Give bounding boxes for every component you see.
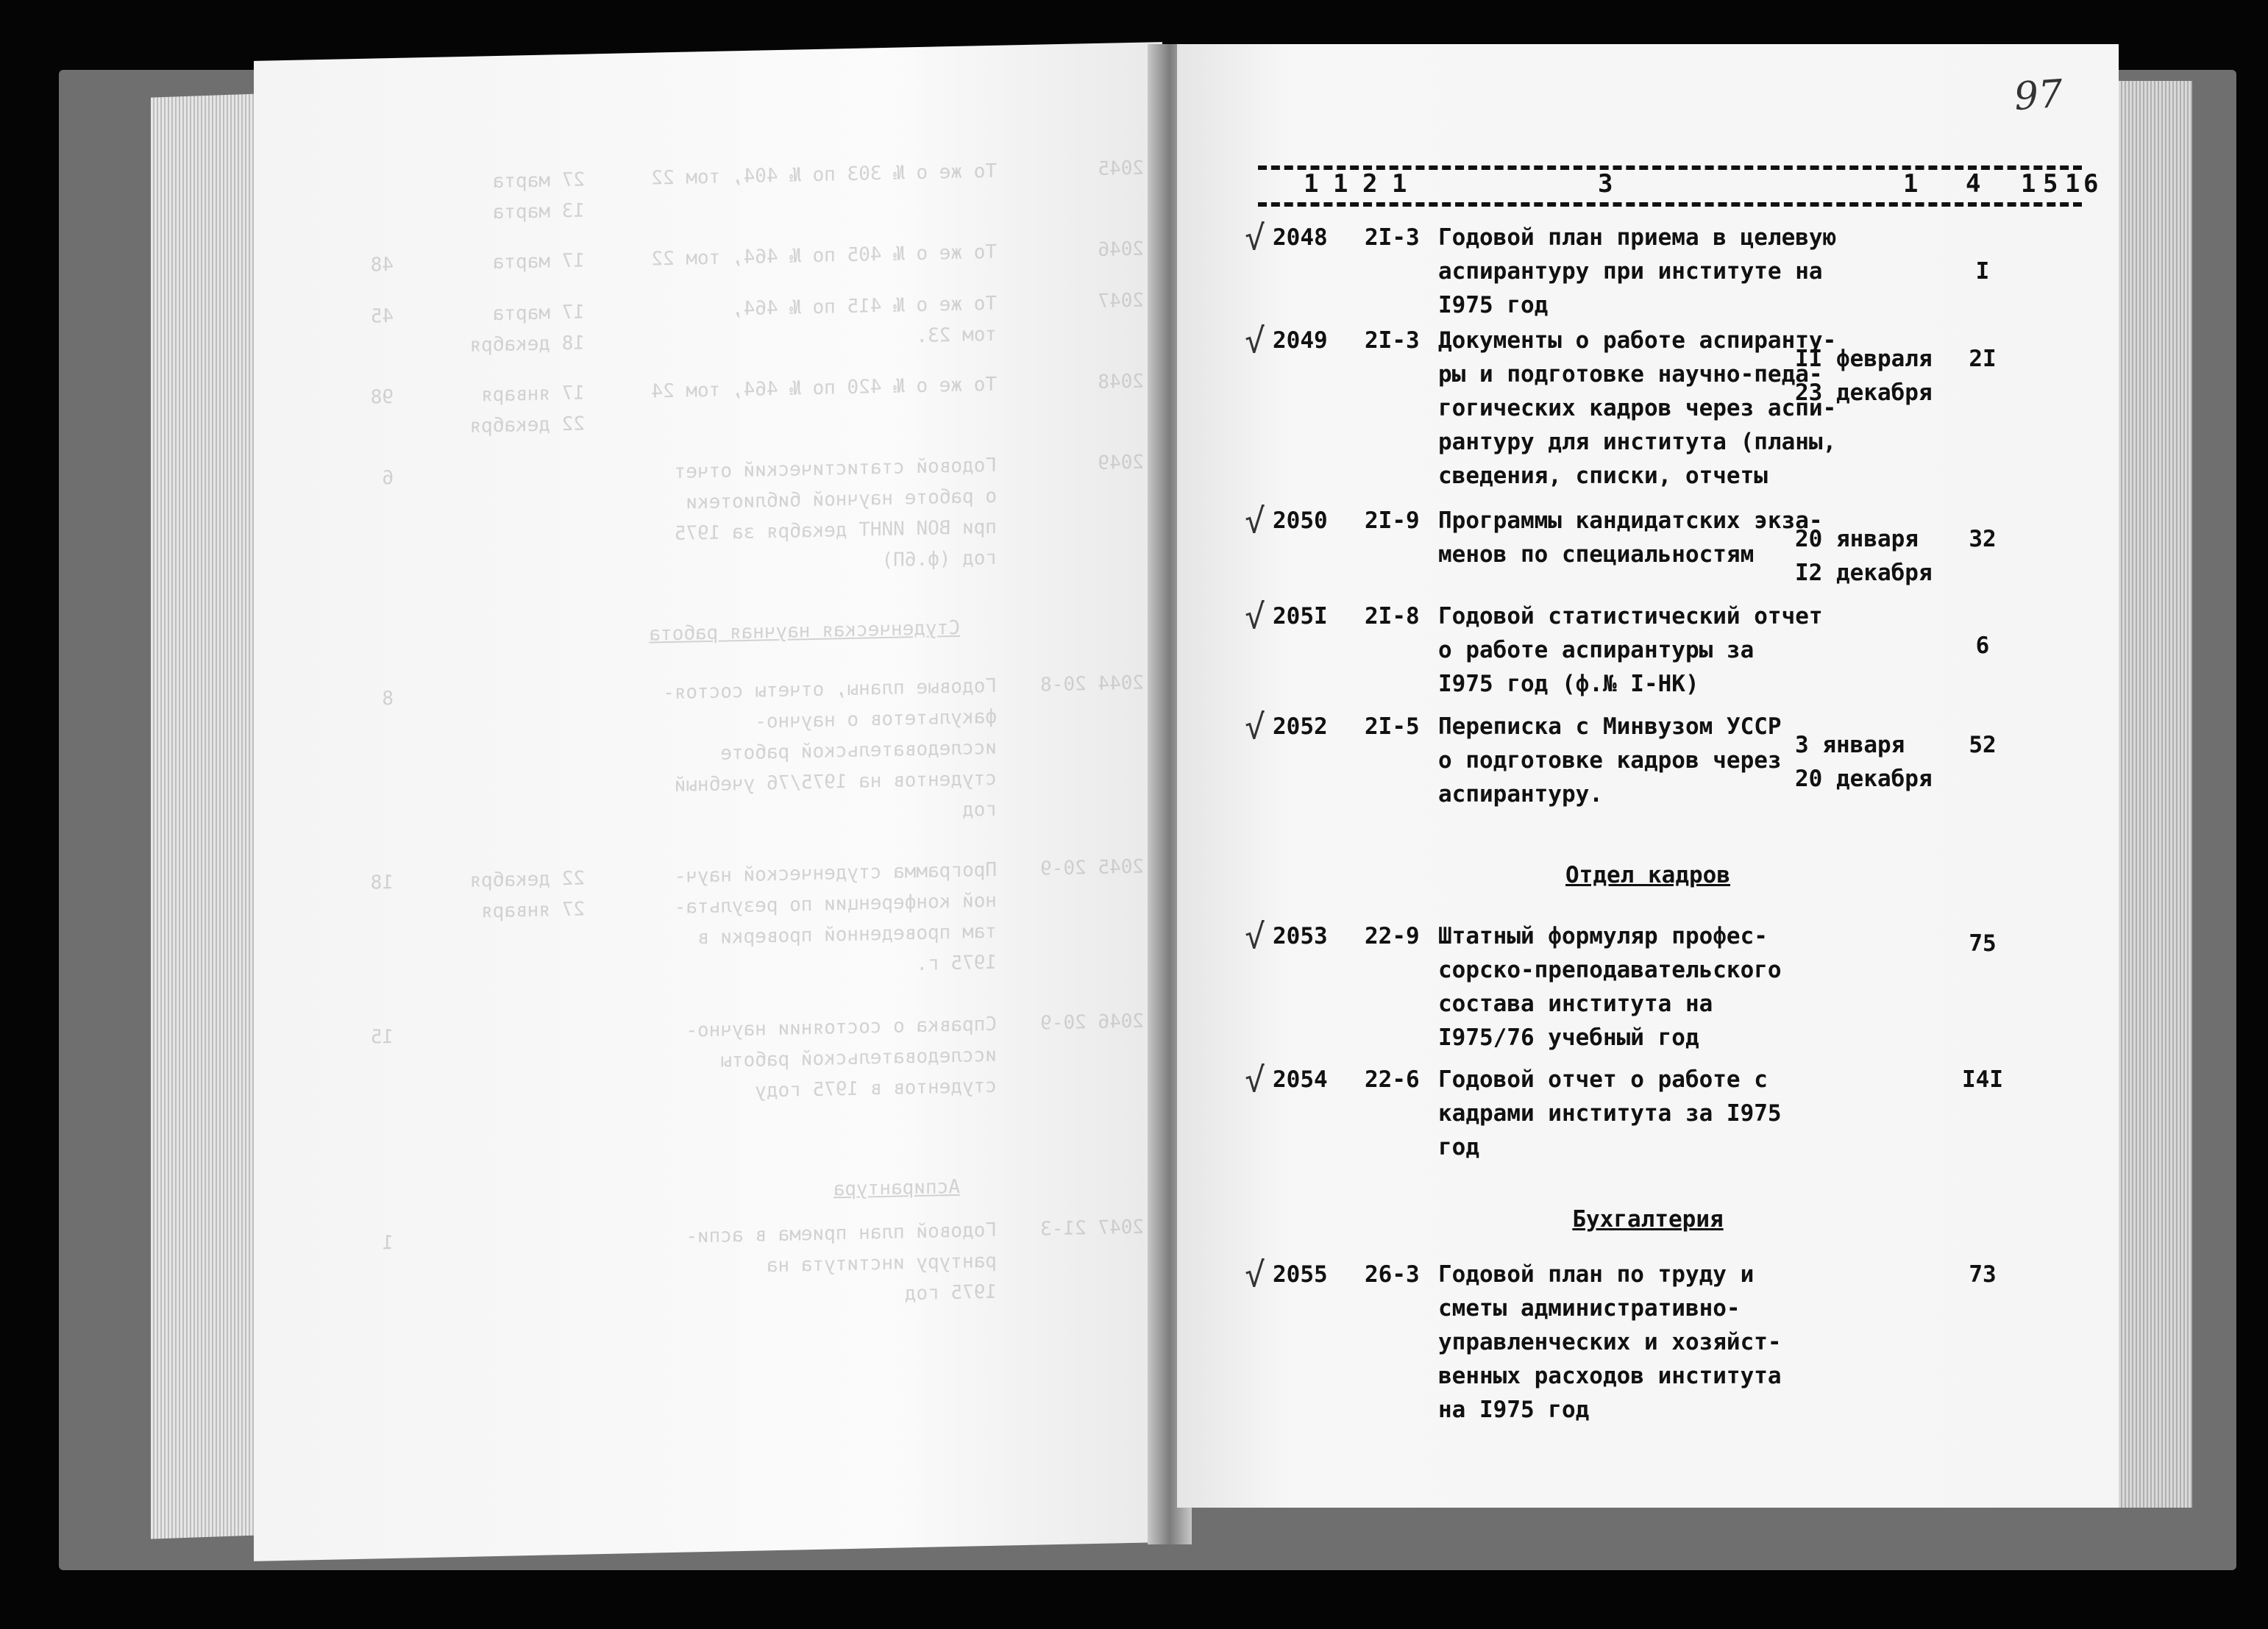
checkmark-icon: √ xyxy=(1245,321,1265,360)
bleed-row: 2049 Годовой статистический отчет о работе научной библиотеки при ВОИ ИИНТ декабря за 1975 год (ф.6П) 6 xyxy=(382,451,1144,572)
col-header: 4 xyxy=(1966,169,1981,199)
item-index: 22-9 xyxy=(1365,923,1420,949)
item-sheets: 6 xyxy=(1975,632,1990,659)
item-index: 2I-3 xyxy=(1365,327,1420,354)
item-sheets: 52 xyxy=(1969,732,1997,758)
checkmark-icon: √ xyxy=(1245,916,1265,956)
bleed-heading: Аспирантура xyxy=(833,1175,960,1201)
col-separator: 1 xyxy=(1333,169,1348,199)
item-number: 2050 xyxy=(1273,507,1328,534)
item-number: 2055 xyxy=(1273,1261,1328,1288)
item-index: 2I-9 xyxy=(1365,507,1420,534)
item-dates: II февраля 23 декабря xyxy=(1795,346,1933,406)
col-separator: 1 xyxy=(1903,169,1919,199)
right-page xyxy=(1177,44,2119,1508)
item-index: 26-3 xyxy=(1365,1261,1420,1288)
bleed-row: 2046 20-9 Справка о состоянии научно- исследовательской работы студентов в 1975 году 15 xyxy=(370,1010,1144,1102)
col-separator: 1 xyxy=(2021,169,2036,199)
bleed-row: 2045 То же о № 303 по № 404, том 22 27 марта 13 марта xyxy=(492,157,1144,224)
checkmark-icon: √ xyxy=(1245,1255,1265,1294)
bleed-row: 2048 То же о № 420 по № 464, том 24 17 января 22 декабря 98 xyxy=(370,370,1144,438)
bleed-row: 2044 20-8 Годовые планы, отчеты состоя- факультетов о научно- исследовательской работе студентов на 1975/76 учебный год 8 xyxy=(382,671,1144,821)
item-title: Годовой отчет о работе с кадрами института за I975 год xyxy=(1438,1066,1782,1161)
item-sheets: I xyxy=(1975,258,1990,285)
col-header: 2 xyxy=(1362,169,1378,199)
item-title: Годовой план приема в целевую аспирантуру при институте на I975 год xyxy=(1438,224,1837,318)
item-index: 2I-8 xyxy=(1365,603,1420,630)
item-number: 2049 xyxy=(1273,327,1328,354)
col-separator: 1 xyxy=(1392,169,1407,199)
item-index: 2I-3 xyxy=(1365,224,1420,251)
item-title: Годовой статистический отчет о работе аспирантуры за I975 год (ф.№ I-НК) xyxy=(1438,603,1823,697)
item-index: 2I-5 xyxy=(1365,713,1420,740)
item-title: Документы о работе аспиранту- ры и подготовке научно-педа- гогических кадров через аспи- рантуру для института (планы, сведения, списки, отчеты xyxy=(1438,327,1837,489)
col-separator: 1 xyxy=(2065,169,2080,199)
page-number: 97 xyxy=(2012,71,2065,120)
item-title: Годовой план по труду и сметы административно- управленческих и хозяйст- венных расходов института на I975 год xyxy=(1438,1261,1782,1423)
checkmark-icon: √ xyxy=(1245,501,1265,541)
checkmark-icon: √ xyxy=(1245,218,1265,257)
item-dates: 3 января 20 декабря xyxy=(1795,732,1933,792)
page-stack-left xyxy=(151,93,261,1539)
table-header-rule xyxy=(1258,202,2082,207)
column-header-row xyxy=(1259,169,2099,206)
item-number: 2054 xyxy=(1273,1066,1328,1093)
bleed-row: 2045 20-9 Программа студенческой науч- ной конференции по результа- там проведенной проверки в 1975 г. 22 декабря 27 января 18 xyxy=(370,855,1144,976)
item-title: Программы кандидатских экза- менов по специальностям xyxy=(1438,507,1823,568)
bleed-row: 2047 То же о № 415 по № 464, том 23. 17 марта 18 декабря 45 xyxy=(370,289,1144,357)
bleed-heading: Студенческая научная работа xyxy=(649,616,960,646)
item-dates: 20 января I2 декабря xyxy=(1795,526,1933,586)
col-header: 6 xyxy=(2083,169,2099,199)
checkmark-icon: √ xyxy=(1245,707,1265,746)
item-number: 2052 xyxy=(1273,713,1328,740)
item-sheets: I4I xyxy=(1962,1066,2003,1093)
item-index: 22-6 xyxy=(1365,1066,1420,1093)
item-sheets: 2I xyxy=(1969,346,1997,372)
col-header: 1 xyxy=(1304,169,1319,199)
item-title: Штатный формуляр профес- сорско-преподавательского состава института на I975/76 учебный год xyxy=(1438,923,1782,1051)
col-header: 5 xyxy=(2043,169,2058,199)
item-title: Переписка с Минвузом УССР о подготовке кадров через аспирантуру. xyxy=(1438,713,1782,808)
item-sheets: 75 xyxy=(1969,930,1997,957)
section-heading-accounting: Бухгалтерия xyxy=(1572,1206,1724,1233)
item-number: 2048 xyxy=(1273,224,1328,251)
checkmark-icon: √ xyxy=(1245,596,1265,636)
left-page xyxy=(254,42,1162,1561)
section-heading-personnel: Отдел кадров xyxy=(1565,862,1730,888)
item-sheets: 32 xyxy=(1969,526,1997,552)
bleed-through-text xyxy=(298,153,1144,1531)
bleed-row: 2047 21-3 Годовой план приема в аспи- рантуру института на 1975 год 1 xyxy=(382,1216,1144,1305)
checkmark-icon: √ xyxy=(1245,1060,1265,1099)
col-header: 3 xyxy=(1598,169,1613,199)
item-number: 205I xyxy=(1273,603,1328,630)
item-number: 2053 xyxy=(1273,923,1328,949)
bleed-row: 2046 То же о № 405 по № 464, том 22 17 марта 48 xyxy=(370,238,1144,277)
item-sheets: 73 xyxy=(1969,1261,1997,1288)
